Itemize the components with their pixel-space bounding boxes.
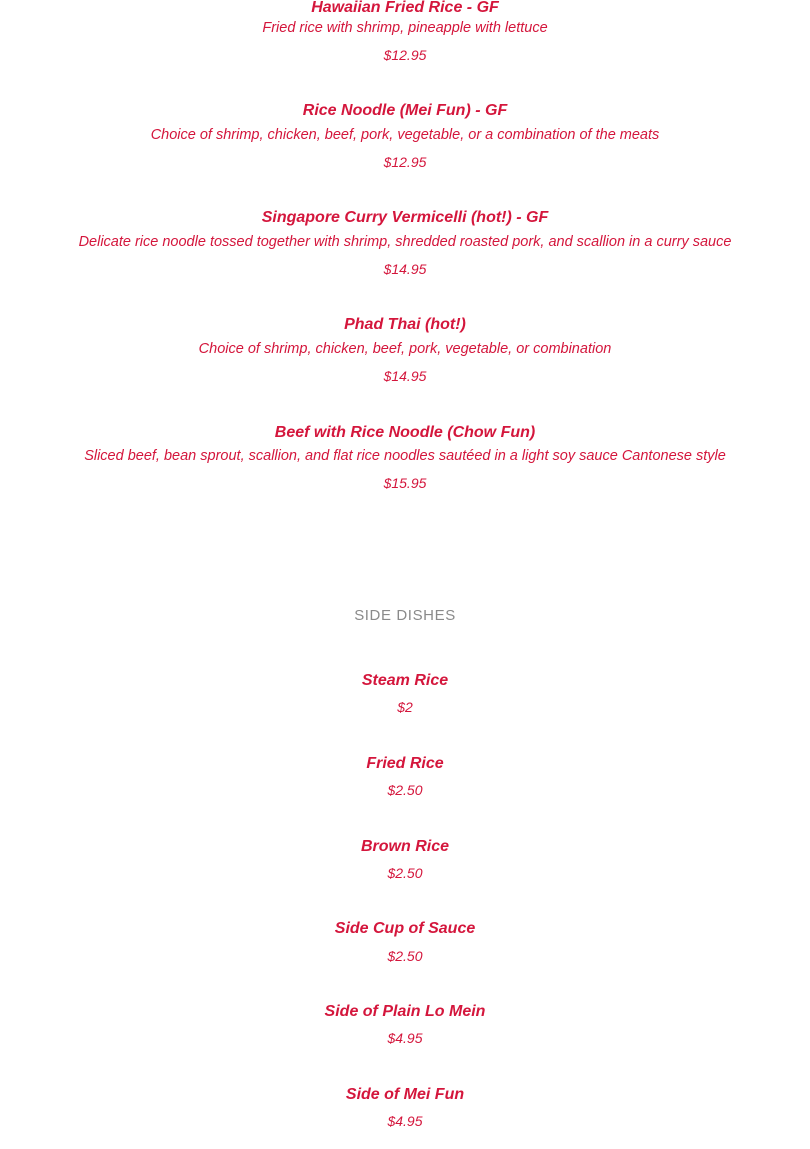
dish-price: $14.95 <box>383 368 427 384</box>
dish-price: $4.95 <box>387 1113 423 1129</box>
dish-description: Choice of shrimp, chicken, beef, pork, vegetable, or combination <box>198 341 612 357</box>
dish-name: Singapore Curry Vermicelli (hot!) - GF <box>261 209 549 226</box>
dish-description: Delicate rice noodle tossed together with shrimp, shredded roasted pork, and scallion in a curry sauce <box>78 234 732 250</box>
dish-description: Sliced beef, bean sprout, scallion, and flat rice noodles sautéed in a light soy sauce Cantonese style <box>84 448 726 464</box>
dish-price: $14.95 <box>383 261 427 277</box>
dish-name: Beef with Rice Noodle (Chow Fun) <box>274 424 536 441</box>
dish-price: $4.95 <box>387 1030 423 1046</box>
dish-price: $2.50 <box>387 865 423 881</box>
dish-price: $15.95 <box>383 475 427 491</box>
dish-name: Brown Rice <box>360 838 449 855</box>
dish-price: $2.50 <box>387 948 423 964</box>
dish-name: Rice Noodle (Mei Fun) - GF <box>302 102 508 119</box>
dish-name: Fried Rice <box>366 755 444 772</box>
dish-name: Phad Thai (hot!) <box>344 316 466 333</box>
dish-price: $2 <box>397 699 413 715</box>
dish-name: Side of Mei Fun <box>345 1086 465 1103</box>
dish-description: Choice of shrimp, chicken, beef, pork, vegetable, or a combination of the meats <box>150 127 660 143</box>
dish-name: Side of Plain Lo Mein <box>324 1003 486 1020</box>
section-title: SIDE DISHES <box>354 607 456 624</box>
dish-name: Steam Rice <box>361 672 449 689</box>
dish-name: Side Cup of Sauce <box>334 920 476 937</box>
dish-price: $12.95 <box>383 47 427 63</box>
dish-name: Hawaiian Fried Rice - GF <box>311 0 499 16</box>
dish-description: Fried rice with shrimp, pineapple with lettuce <box>262 20 548 36</box>
dish-price: $2.50 <box>387 782 423 798</box>
dish-price: $12.95 <box>383 154 427 170</box>
